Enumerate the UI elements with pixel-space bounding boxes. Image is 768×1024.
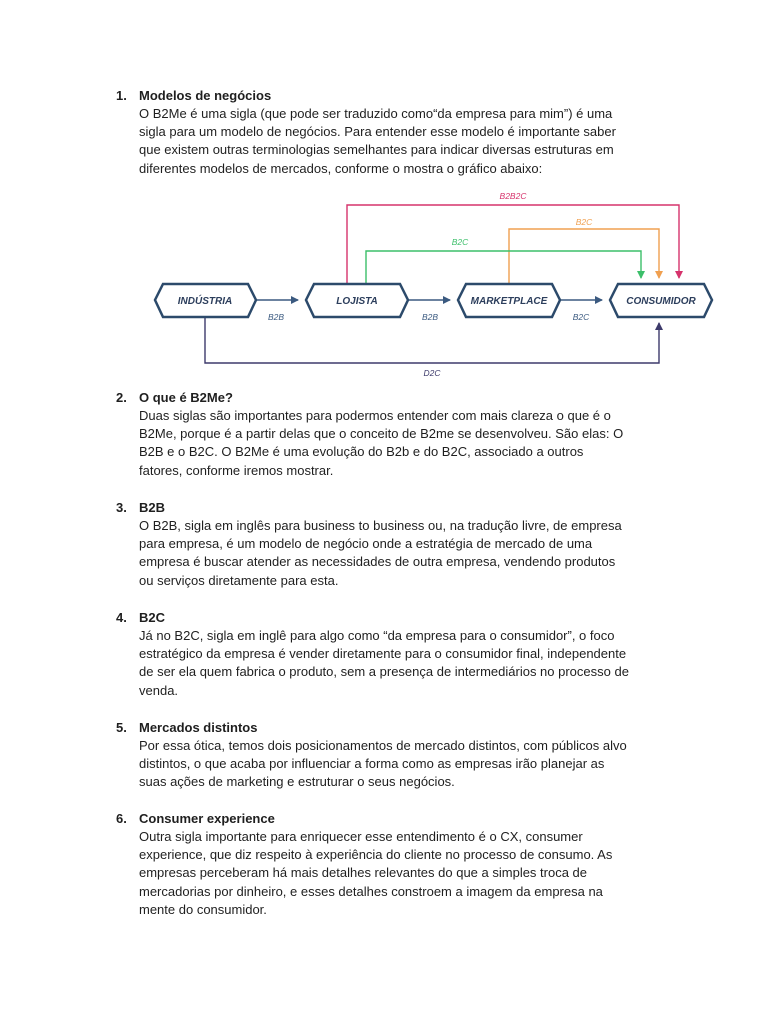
- node-label-industria: INDÚSTRIA: [177, 296, 233, 307]
- section-body: [139, 105, 699, 178]
- section-heading: Modelos de negócios: [139, 88, 272, 103]
- body-line: Já no B2C, sigla em inglê para algo como “da empresa para o consumidor”, o foco: [139, 628, 615, 643]
- body-line: diferentes modelos de mercados, conforme o mostra o gráfico abaixo:: [139, 160, 543, 176]
- body-line: O B2B, sigla em inglês para business to business ou, na tradução livre, de empresa: [139, 518, 622, 533]
- edge-label-b2c-orange: B2C: [575, 217, 593, 227]
- body-line: de ser ela quem fabrica o produto, sem a presença de intermediários no processo de: [139, 664, 629, 680]
- section-number: 3.: [116, 500, 127, 515]
- body-line: empresas perceberam há mais detalhes relevantes do que a simples troca de: [139, 865, 588, 881]
- body-line: Duas siglas são importantes para podermos entender com mais clareza o que é o: [139, 408, 611, 423]
- section-number: 6.: [116, 811, 127, 826]
- edge-label-b2b-1: B2B: [267, 312, 285, 322]
- body-line: mercadorias por dinheiro, e esses detalhes constroem a imagem da empresa na: [139, 883, 603, 899]
- section-number: 4.: [116, 610, 127, 625]
- body-line: B2Me, porque é a partir delas que o conceito de B2me se desenvolveu. São elas: O: [139, 426, 624, 442]
- node-marketplace: [458, 284, 560, 317]
- node-label-marketplace: MARKETPLACE: [470, 296, 548, 307]
- body-line: estratégico da empresa é vender diretamente para o consumidor final, independente: [139, 646, 627, 662]
- section-heading: Mercados distintos: [139, 720, 258, 735]
- edge-d2c-line: [205, 317, 659, 363]
- node-industria: [155, 284, 256, 317]
- edge-b2c-green-line: [366, 251, 641, 284]
- section-heading: O que é B2Me?: [139, 390, 233, 405]
- section-body: [139, 627, 699, 700]
- body-line: experience, que diz respeito à experiência do cliente no processo de consumo. As: [139, 847, 613, 863]
- edge-label-b2b2c: B2B2C: [499, 191, 527, 201]
- body-line: Outra sigla importante para enriquecer esse entendimento é o CX, consumer: [139, 829, 583, 844]
- node-label-lojista: LOJISTA: [336, 296, 378, 307]
- section-number: 5.: [116, 720, 127, 735]
- body-line: empresa é buscar atender as necessidades de outra empresa, vendendo produtos: [139, 554, 616, 570]
- body-line: para empresa, é um modelo de negócio onde a estratégia de mercado de uma: [139, 536, 593, 552]
- body-line: que existem outras terminologias semelhantes para indicar diversas estruturas em: [139, 142, 614, 158]
- edge-b2c-orange-line: [509, 229, 659, 284]
- section-heading: Consumer experience: [139, 811, 275, 826]
- section-body: [139, 517, 699, 590]
- body-line: ou serviços diretamente para esta.: [139, 572, 339, 588]
- body-line: venda.: [139, 682, 179, 698]
- body-line: fatores, conforme iremos mostrar.: [139, 462, 334, 478]
- section-heading: B2C: [139, 610, 166, 625]
- edge-label-b2c-green: B2C: [451, 237, 469, 247]
- body-line: distintos, o que acaba por influenciar a forma como as empresas irão planejar as: [139, 756, 605, 772]
- node-label-consumidor: CONSUMIDOR: [626, 296, 696, 307]
- business-model-diagram: [140, 183, 720, 383]
- body-line: O B2Me é uma sigla (que pode ser traduzido como“da empresa para mim”) é uma: [139, 106, 613, 121]
- body-line: B2B e o B2C. O B2Me é uma evolução do B2b e do B2C, associado a outros: [139, 444, 584, 460]
- body-line: suas ações de marketing e estruturar o seus negócios.: [139, 774, 455, 790]
- body-line: Por essa ótica, temos dois posicionamentos de mercado distintos, com públicos alvo: [139, 738, 627, 753]
- edge-b2b2c-line: [347, 205, 679, 284]
- body-line: sigla para um modelo de negócios. Para entender esse modelo é importante saber: [139, 124, 616, 140]
- edge-label-d2c: D2C: [423, 368, 441, 378]
- node-lojista: [306, 284, 408, 317]
- edge-label-b2b-2: B2B: [421, 312, 439, 322]
- section-body: [139, 737, 699, 792]
- section-number: 1.: [116, 88, 127, 103]
- section-heading: B2B: [139, 500, 166, 515]
- edge-label-b2c-flow: B2C: [572, 312, 590, 322]
- section-body: [139, 407, 699, 480]
- node-consumidor: [610, 284, 712, 317]
- body-line: mente do consumidor.: [139, 901, 267, 917]
- section-number: 2.: [116, 390, 127, 405]
- section-body: [139, 828, 699, 919]
